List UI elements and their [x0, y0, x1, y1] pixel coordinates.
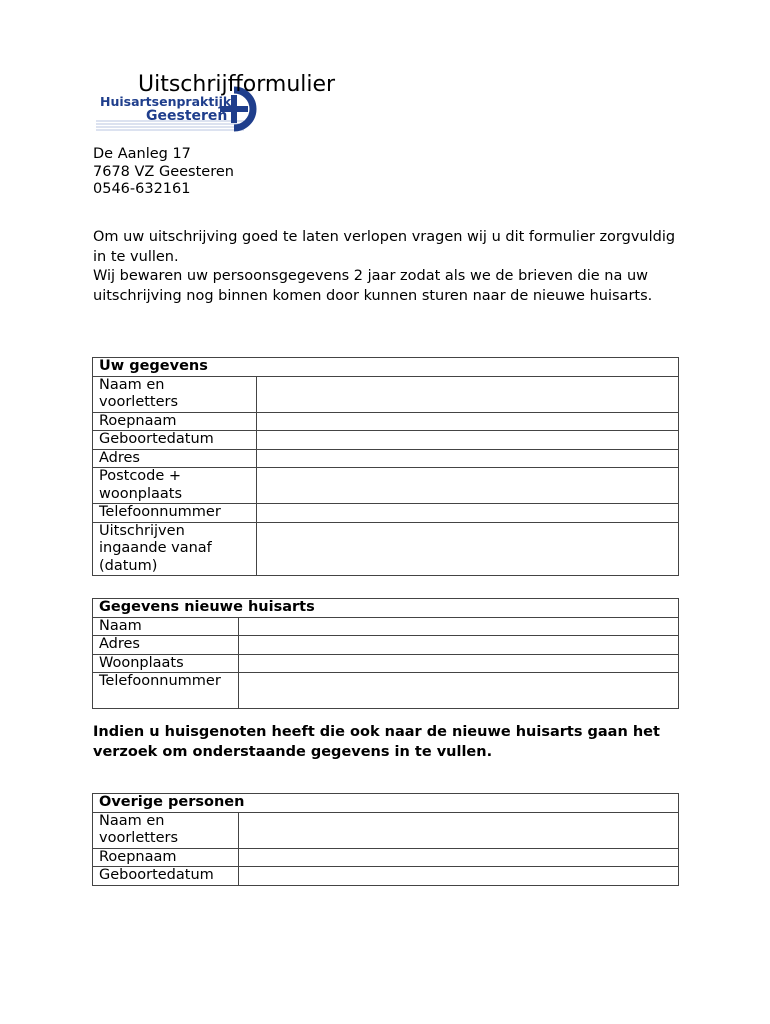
- address-city: 7678 VZ Geesteren: [93, 163, 234, 180]
- birth-date-input[interactable]: [257, 431, 679, 450]
- household-notice: Indien u huisgenoten heeft die ook naar de nieuwe huisarts gaan het verzoek om onderstaande gegevens in te vullen.: [93, 724, 660, 760]
- field-label: [93, 673, 239, 709]
- postcode-city-input[interactable]: [257, 468, 679, 504]
- field-label-text: Uitschrijven ingaande vanaf (datum): [99, 522, 212, 574]
- name-initials-input[interactable]: [257, 376, 679, 412]
- field-label: Adres: [93, 449, 257, 468]
- field-label: Telefoonnummer: [93, 504, 257, 523]
- logo-line2: Geesteren: [146, 108, 228, 124]
- gp-city-input[interactable]: [239, 654, 679, 673]
- field-label: Geboortedatum: [93, 867, 239, 886]
- field-label-text: Naam en voorletters: [99, 812, 179, 846]
- field-label: Naam: [93, 617, 239, 636]
- table-header: Gegevens nieuwe huisarts: [93, 599, 679, 618]
- other-birth-date-input[interactable]: [239, 867, 679, 886]
- field-label: Roepnaam: [93, 848, 239, 867]
- field-label: [93, 522, 257, 576]
- gp-address-input[interactable]: [239, 636, 679, 655]
- field-label-text: Naam en voorletters: [99, 376, 179, 410]
- field-label: Woonplaats: [93, 654, 239, 673]
- table-header: Uw gegevens: [93, 358, 679, 377]
- page-title: Uitschrijfformulier: [138, 72, 336, 97]
- other-persons-table: [92, 793, 679, 886]
- intro-paragraph-1: Om uw uitschrijving goed te laten verlopen vragen wij u dit formulier zorgvuldig in te vullen.: [93, 229, 676, 265]
- intro-paragraph-2: Wij bewaren uw persoonsgegevens 2 jaar zodat als we de brieven die na uw uitschrijving nog binnen komen door kunnen sturen naar de nieuwe huisarts.: [93, 268, 653, 304]
- address-input[interactable]: [257, 449, 679, 468]
- own-details-table: [92, 357, 679, 576]
- field-label: Roepnaam: [93, 412, 257, 431]
- other-call-name-input[interactable]: [239, 848, 679, 867]
- address-street: De Aanleg 17: [93, 146, 191, 162]
- field-label: [93, 376, 257, 412]
- gp-phone-input[interactable]: [239, 673, 679, 709]
- field-label: [93, 468, 257, 504]
- address-block: [93, 146, 234, 199]
- phone-input[interactable]: [257, 504, 679, 523]
- new-gp-table: [92, 598, 679, 709]
- intro-text: [93, 228, 683, 306]
- other-name-initials-input[interactable]: [239, 812, 679, 848]
- field-label: [93, 812, 239, 848]
- address-phone: 0546-632161: [93, 181, 191, 197]
- field-label-text: Postcode + woonplaats: [99, 468, 183, 502]
- logo-line1: Huisartsenpraktijk: [100, 94, 232, 109]
- call-name-input[interactable]: [257, 412, 679, 431]
- field-label-text: Telefoonnummer: [99, 673, 221, 689]
- deregistration-date-input[interactable]: [257, 522, 679, 576]
- table-header: Overige personen: [93, 794, 679, 813]
- field-label: Adres: [93, 636, 239, 655]
- field-label: Geboortedatum: [93, 431, 257, 450]
- gp-name-input[interactable]: [239, 617, 679, 636]
